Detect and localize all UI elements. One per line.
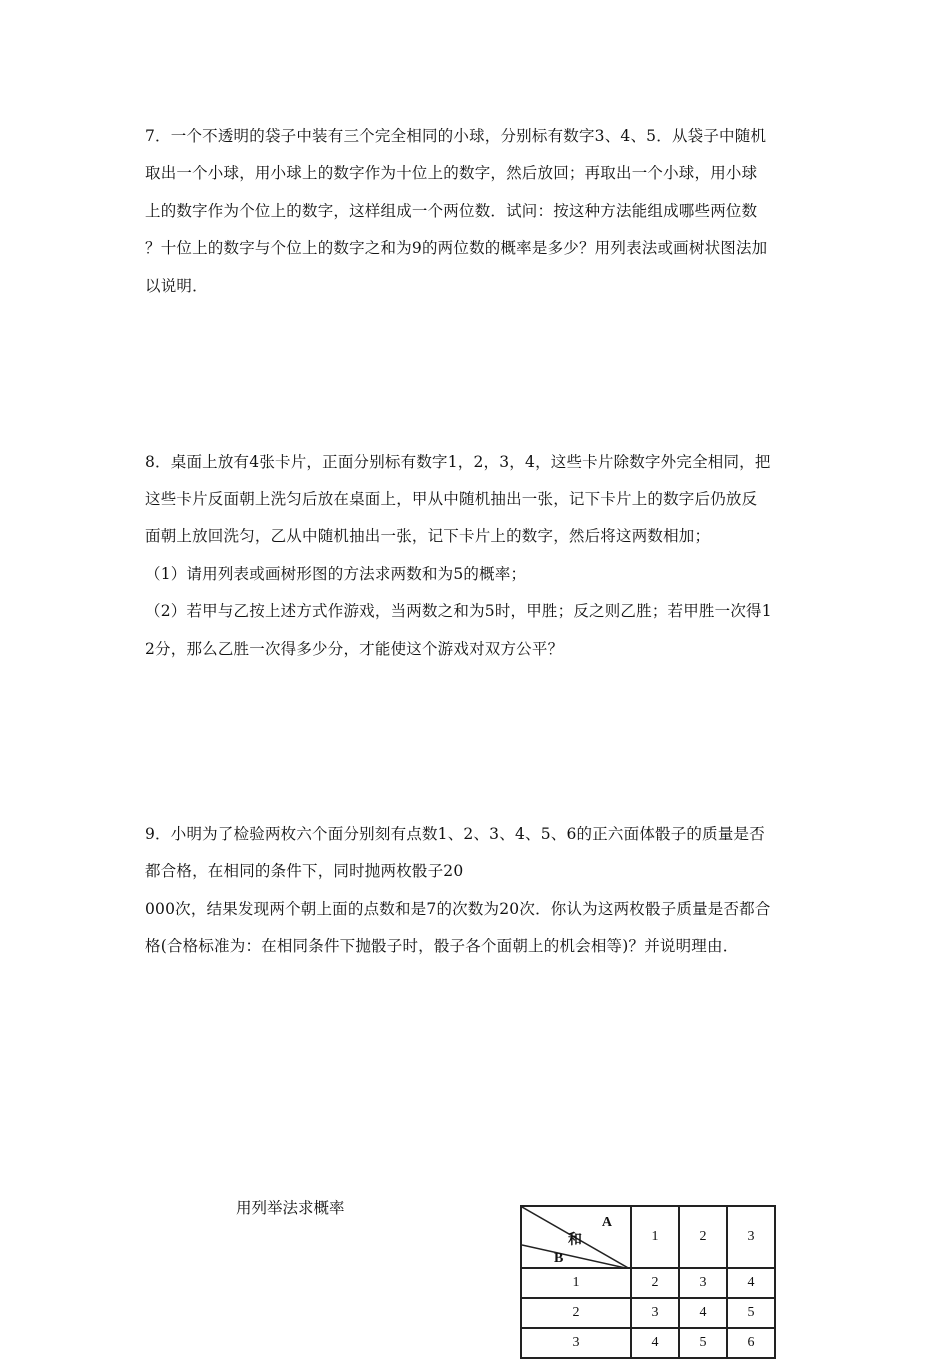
problem-8-line-5: （2）若甲与乙按上述方式作游戏，当两数之和为5时，甲胜；反之则乙胜；若甲胜一次得1 <box>145 602 772 620</box>
problem-8-line-2: 这些卡片反面朝上洗匀后放在桌面上，甲从中随机抽出一张，记下卡片上的数字后仍放反 <box>145 490 758 508</box>
table-cell: 5 <box>727 1298 775 1328</box>
problem-8-line-3: 面朝上放回洗匀，乙从中随机抽出一张，记下卡片上的数字，然后将这两数相加； <box>145 527 711 545</box>
problem-8-line-1: 8．桌面上放有4张卡片，正面分别标有数字1，2，3，4，这些卡片除数字外完全相同，把 <box>145 453 771 471</box>
column-header: 2 <box>679 1206 727 1268</box>
table-cell: 4 <box>631 1328 679 1358</box>
problem-9-line-1: 9．小明为了检验两枚六个面分别刻有点数1、2、3、4、5、6的正六面体骰子的质量是否 <box>145 825 765 843</box>
column-header: 1 <box>631 1206 679 1268</box>
table-corner-cell <box>521 1206 631 1268</box>
corner-label-b: B <box>554 1251 564 1266</box>
section-title: 用列举法求概率 <box>236 1199 345 1217</box>
problem-9-line-4: 格(合格标准为：在相同条件下抛骰子时，骰子各个面朝上的机会相等)？并说明理由． <box>145 937 739 955</box>
table-cell: 4 <box>727 1268 775 1298</box>
problem-7-line-3: 上的数字作为个位上的数字，这样组成一个两位数．试问：按这种方法能组成哪些两位数 <box>145 202 758 220</box>
problem-7-line-5: 以说明． <box>145 277 208 295</box>
column-header: 3 <box>727 1206 775 1268</box>
problem-7-line-2: 取出一个小球，用小球上的数字作为十位上的数字，然后放回；再取出一个小球，用小球 <box>145 164 758 182</box>
problem-9-line-2: 都合格，在相同的条件下，同时抛两枚骰子20 <box>145 862 464 880</box>
problem-8-line-6: 2分，那么乙胜一次得多少分，才能使这个游戏对双方公平？ <box>145 640 564 658</box>
table-row <box>521 1328 775 1358</box>
corner-label-he: 和 <box>568 1233 582 1248</box>
table-header-row <box>521 1206 775 1268</box>
sum-table <box>520 1205 776 1359</box>
corner-label-a: A <box>601 1215 612 1230</box>
problem-7-line-4: ？十位上的数字与个位上的数字之和为9的两位数的概率是多少？用列表法或画树状图法加 <box>145 239 768 257</box>
row-header: 1 <box>521 1268 631 1298</box>
table-cell: 4 <box>679 1298 727 1328</box>
problem-8-line-4: （1）请用列表或画树形图的方法求两数和为5的概率； <box>145 565 527 583</box>
table-cell: 5 <box>679 1328 727 1358</box>
table-row <box>521 1298 775 1328</box>
table-row <box>521 1268 775 1298</box>
table-cell: 3 <box>631 1298 679 1328</box>
problem-7-line-1: 7．一个不透明的袋子中装有三个完全相同的小球，分别标有数字3、4、5．从袋子中随机 <box>145 127 767 145</box>
table-cell: 3 <box>679 1268 727 1298</box>
row-header: 3 <box>521 1328 631 1358</box>
problem-9-line-3: 000次，结果发现两个朝上面的点数和是7的次数为20次．你认为这两枚骰子质量是否都合 <box>145 900 771 918</box>
table-cell: 6 <box>727 1328 775 1358</box>
row-header: 2 <box>521 1298 631 1328</box>
table-cell: 2 <box>631 1268 679 1298</box>
